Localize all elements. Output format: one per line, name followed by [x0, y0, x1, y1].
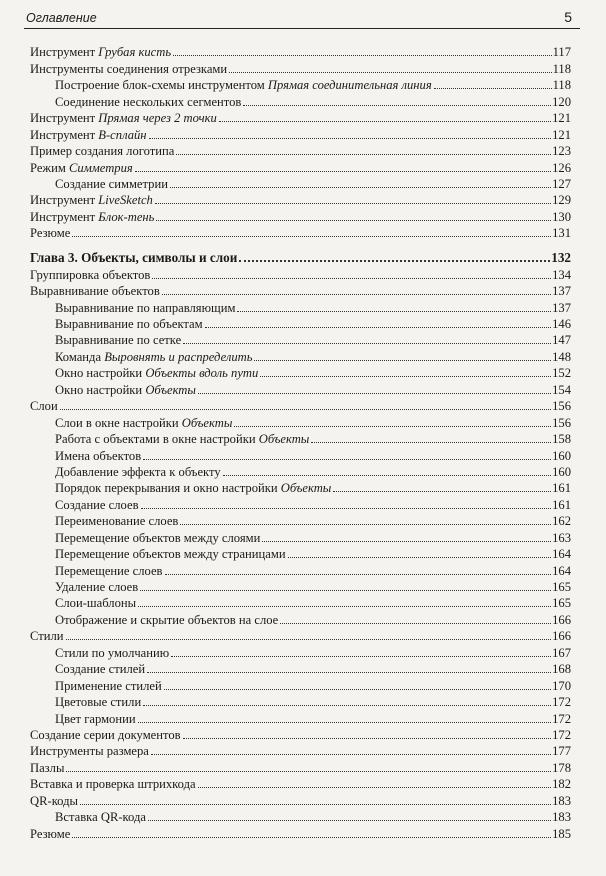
dot-leader — [156, 219, 551, 221]
toc-entry — [30, 545, 571, 561]
toc-entry-title-text: Слои-шаблоны — [55, 596, 137, 611]
dot-leader — [180, 523, 551, 525]
toc-page-number: 164 — [552, 547, 571, 562]
dot-leader — [260, 375, 551, 377]
toc-entry-title-text: Построение блок-схемы инструментом — [55, 78, 268, 93]
dot-leader — [165, 573, 552, 575]
toc-page-number: 158 — [552, 432, 571, 447]
toc-entry-title — [55, 712, 136, 726]
toc-entry-title — [55, 580, 138, 594]
toc-entry-title — [30, 761, 64, 775]
toc-entry-title — [55, 177, 168, 191]
toc-entry — [30, 125, 571, 141]
toc-entry — [30, 142, 571, 158]
toc-page-number: 121 — [552, 111, 571, 126]
toc-entry-title — [55, 78, 432, 92]
toc-entry-title — [55, 465, 221, 479]
dot-leader — [176, 153, 551, 155]
running-header-title: Оглавление — [26, 11, 97, 25]
toc-entry-title-text: Инструмент — [30, 209, 99, 224]
toc-entry-title — [30, 111, 217, 125]
toc-entry — [30, 578, 571, 594]
toc-page-number: 132 — [551, 250, 571, 266]
dot-leader — [60, 408, 551, 410]
toc-entry-title-text: Инструменты соединения отрезками — [30, 61, 228, 76]
toc-entry-title-text: Инструмент — [30, 111, 99, 126]
toc-entry-title-text: Окно настройки — [55, 366, 146, 381]
toc-page-number: 166 — [552, 629, 571, 644]
toc-entry-title — [30, 399, 58, 413]
dot-leader — [143, 704, 551, 706]
dot-leader — [229, 71, 551, 73]
toc-entry-title — [55, 596, 136, 610]
toc-entry-title-text: Вставка и проверка штрихкода — [30, 777, 196, 792]
toc-entry-title-text: Отображение и скрытие объектов на слое — [55, 612, 279, 627]
toc-entry — [30, 175, 571, 191]
toc-entry-title-text: Окно настройки — [55, 382, 146, 397]
toc-entry-title-italic: LiveSketch — [98, 193, 153, 208]
toc-entry-title-text: Выравнивание по объектам — [55, 317, 203, 331]
toc-entry-title-italic: Объекты — [280, 481, 332, 496]
toc-entry-title-italic: Симметрия — [69, 160, 133, 175]
dot-leader — [80, 803, 551, 805]
toc-entry — [30, 331, 571, 347]
toc-entry-title-text: Цветовые стили — [55, 695, 142, 710]
toc-page-number: 160 — [552, 448, 571, 463]
dot-leader — [198, 392, 551, 394]
dot-leader — [237, 310, 551, 312]
toc-entry-title-text: Резюме — [30, 826, 71, 841]
dot-leader — [280, 622, 551, 624]
dot-leader — [183, 737, 552, 739]
toc-page-number: 165 — [552, 580, 571, 594]
toc-page-number: 178 — [552, 760, 571, 775]
toc-entry-title — [55, 514, 178, 528]
toc-page-number: 154 — [552, 382, 571, 397]
toc-entry-title-text: Глава 3. Объекты, символы и слои — [30, 250, 238, 266]
dot-leader — [147, 671, 551, 673]
toc-entry — [30, 207, 571, 223]
dot-leader — [164, 688, 551, 690]
toc-entry-title-text: Создание слоев — [55, 497, 139, 512]
dot-leader — [170, 186, 551, 188]
toc-entry-title-text: Резюме — [30, 226, 71, 241]
toc-entry-title — [30, 629, 64, 643]
toc-entry — [30, 43, 571, 59]
toc-entry-title-text: Инструмент — [30, 193, 99, 208]
toc-entry — [30, 446, 571, 462]
toc-page-number: 120 — [552, 94, 571, 109]
dot-leader — [66, 770, 551, 772]
toc-page-number: 147 — [552, 333, 571, 348]
toc-entry-title-text: Порядок перекрывания и окно настройки — [55, 481, 281, 496]
toc-entry — [30, 92, 571, 108]
toc-entry-title — [55, 317, 203, 331]
toc-entry — [30, 594, 571, 610]
toc-entry-title — [55, 481, 331, 495]
toc-page-number: 131 — [552, 226, 571, 241]
toc-entry-title-text: Перемещение слоев — [55, 563, 163, 578]
toc-entry — [30, 709, 571, 725]
toc-entry-title-text: Имена объектов — [55, 448, 142, 463]
toc-entry-title-italic: Выровнять и распределить — [104, 349, 253, 364]
toc-entry-title — [30, 728, 181, 742]
toc-page-number: 123 — [552, 144, 571, 159]
toc-entry — [30, 479, 571, 495]
toc-page-number: 130 — [552, 209, 571, 224]
toc-entry — [30, 59, 571, 75]
toc-entry — [30, 380, 571, 396]
toc-entry — [30, 430, 571, 446]
toc-entry-title — [30, 62, 227, 76]
toc-entry-title-text: Переименование слоев — [55, 514, 179, 529]
toc-entry-title-text: Команда — [55, 349, 105, 364]
toc-entry — [30, 397, 571, 413]
toc-entry-title — [30, 251, 237, 265]
toc-page-number: 166 — [552, 612, 571, 627]
toc-entry — [30, 791, 571, 807]
dot-leader — [152, 277, 551, 279]
toc-entry — [30, 726, 571, 742]
toc-entry-title-text: Перемещение объектов между слоями — [55, 530, 261, 545]
toc-page-number: 160 — [552, 464, 571, 479]
toc-entry-title-text: Инструменты размера — [30, 744, 149, 759]
toc-entry-title — [55, 564, 163, 578]
toc-page-number: 167 — [552, 645, 571, 660]
toc-entry — [30, 282, 571, 298]
toc-page-number: 163 — [552, 530, 571, 545]
dot-leader — [138, 721, 552, 723]
toc-entry — [30, 224, 571, 240]
toc-entry-title — [30, 268, 150, 282]
toc-entry-title — [55, 646, 169, 660]
dot-leader — [135, 170, 551, 172]
dot-leader — [173, 54, 551, 56]
toc-page-number: 148 — [552, 349, 571, 364]
dot-leader — [171, 655, 551, 657]
toc-page-number: 182 — [552, 777, 571, 792]
toc-page-number: 165 — [552, 596, 571, 611]
toc-entry-title — [30, 128, 147, 142]
toc-entry-title-text: Цвет гармонии — [55, 711, 136, 726]
toc-entry-title-text: Слои в окне настройки — [55, 415, 182, 430]
running-header — [24, 8, 580, 29]
toc-page-number: 134 — [552, 267, 571, 282]
toc-page-number: 137 — [552, 284, 571, 299]
toc-entry-title-text: QR-коды — [30, 793, 78, 808]
toc-entry — [30, 610, 571, 626]
toc-page-number: 118 — [552, 61, 571, 76]
toc-page-number: 161 — [552, 497, 571, 512]
toc-entry — [30, 364, 571, 380]
toc-entry-title-italic: Грубая кисть — [98, 45, 172, 60]
dot-leader — [254, 359, 551, 361]
toc-entry-title — [55, 695, 141, 709]
toc-entry — [30, 808, 571, 824]
toc-entry-title-text: Удаление слоев — [55, 580, 139, 594]
toc-page-number: 121 — [552, 127, 571, 142]
toc-entry-title-italic: Прямая через 2 точки — [98, 111, 217, 126]
toc-entry — [30, 463, 571, 479]
toc-entry-title — [30, 284, 160, 298]
toc-page-number: 117 — [552, 45, 571, 60]
dot-leader — [72, 836, 551, 838]
toc-page-number: 127 — [552, 176, 571, 191]
toc-entry-title — [55, 383, 196, 397]
toc-entry — [30, 561, 571, 577]
toc-entry — [30, 191, 571, 207]
dot-leader — [143, 458, 551, 460]
toc-entry-title-text: Соединение нескольких сегментов — [55, 94, 242, 109]
dot-leader — [262, 540, 551, 542]
dot-leader — [234, 425, 551, 427]
toc-entry-title — [30, 144, 174, 158]
toc-entry — [30, 693, 571, 709]
toc-entry-title — [55, 333, 181, 347]
toc-entry — [30, 758, 571, 774]
toc-entry-title — [55, 679, 162, 693]
toc-entry-title-text: Группировка объектов — [30, 267, 151, 282]
dot-leader — [151, 753, 551, 755]
dot-leader — [140, 589, 551, 591]
toc-entry-title — [30, 45, 171, 59]
dot-leader — [183, 342, 551, 344]
toc-entry-title — [30, 827, 70, 841]
toc-page-number: 183 — [552, 793, 571, 808]
dot-leader — [66, 638, 552, 640]
toc-entry — [30, 775, 571, 791]
dot-leader — [148, 819, 551, 821]
toc-entry-title-text: Применение стилей — [55, 678, 162, 693]
toc-entry-title — [55, 95, 241, 109]
toc-entry-title — [30, 226, 70, 240]
toc-page-number: 177 — [552, 744, 571, 759]
toc-entry — [30, 742, 571, 758]
toc-entry-title-text: Инструмент — [30, 45, 99, 60]
toc-entry-title — [55, 662, 145, 676]
toc-entry-title — [55, 432, 309, 446]
toc-page-number: 146 — [552, 317, 571, 331]
toc-page-number: 156 — [552, 399, 571, 414]
toc-entry — [30, 298, 571, 314]
toc-entry-title — [55, 449, 141, 463]
toc-page-number: 172 — [552, 727, 571, 742]
toc-entry-title — [55, 810, 146, 824]
toc-entry — [30, 627, 571, 643]
toc-entry — [30, 315, 571, 331]
toc-page-number: 161 — [552, 481, 571, 496]
toc-entry-title — [55, 366, 258, 380]
toc-entry-title-text: Добавление эффекта к объекту — [55, 464, 221, 479]
toc-entry — [30, 660, 571, 676]
toc-page-number: 118 — [552, 78, 571, 93]
toc-entry-title — [55, 531, 260, 545]
toc-entry-title-italic: B-сплайн — [98, 127, 147, 142]
toc-entry-title — [30, 794, 78, 808]
toc-entry — [30, 109, 571, 125]
toc-entry-title — [30, 210, 154, 224]
toc-entry — [30, 76, 571, 92]
toc-entry — [30, 413, 571, 429]
toc-page-number: 126 — [552, 160, 571, 175]
toc-entry — [30, 495, 571, 511]
toc-entry-title-text: Работа с объектами в окне настройки — [55, 432, 259, 447]
toc-entry-title-text: Стили — [30, 629, 64, 644]
dot-leader — [149, 137, 552, 139]
toc-page-number: 129 — [552, 193, 571, 208]
toc-entry — [30, 528, 571, 544]
dot-leader — [141, 507, 552, 509]
toc-entry-title — [55, 498, 139, 512]
toc-entry — [30, 676, 571, 692]
dot-leader — [198, 786, 552, 788]
toc-entry-title-text: Инструмент — [30, 127, 99, 142]
toc-page-number: 172 — [552, 695, 571, 710]
toc-page-number: 156 — [552, 415, 571, 430]
toc-page-number: 170 — [552, 678, 571, 693]
toc-entry-title-text: Выравнивание объектов — [30, 284, 160, 299]
toc-page-number: 185 — [552, 826, 571, 841]
toc-page-number: 162 — [552, 514, 571, 529]
toc-entry-title — [55, 301, 235, 315]
toc-entry-title-text: Выравнивание по сетке — [55, 333, 182, 348]
toc-entry-title-text: Выравнивание по направляющим — [55, 300, 236, 315]
toc-page-number: 183 — [552, 810, 571, 825]
dot-leader — [288, 556, 552, 558]
toc-page-number: 164 — [552, 563, 571, 578]
toc-page-number: 137 — [552, 300, 571, 315]
dot-leader — [72, 235, 551, 237]
toc-entry-title — [30, 161, 133, 175]
toc-entry-title-text: Стили по умолчанию — [55, 645, 170, 660]
toc-entry-title-text: Пример создания логотипа — [30, 144, 175, 159]
toc-entry — [30, 265, 571, 281]
toc-entry-title — [55, 613, 278, 627]
toc-entry-title-italic: Объекты вдоль пути — [145, 366, 259, 381]
toc-entry-title-italic: Объекты — [258, 432, 310, 447]
toc-entry-title — [55, 350, 252, 364]
dot-leader — [205, 326, 552, 328]
page-number: 5 — [564, 9, 572, 25]
toc-entry-title-text: Создание стилей — [55, 662, 146, 677]
toc-entry-title-text: Пазлы — [30, 760, 65, 775]
toc-entry — [30, 643, 571, 659]
toc-entry-title-text: Создание симметрии — [55, 176, 168, 191]
toc-entry-title-italic: Объекты — [145, 382, 196, 397]
toc-entry-title — [55, 547, 286, 561]
toc-entry-title-italic: Блок-тень — [98, 209, 155, 224]
dot-leader — [155, 202, 551, 204]
dot-leader — [138, 605, 551, 607]
toc-entry-title-text: Слои — [30, 399, 58, 414]
dot-leader — [162, 293, 551, 295]
toc-entry-title-text: Вставка QR-кода — [55, 810, 146, 825]
toc-entry-title-text: Перемещение объектов между страницами — [55, 547, 286, 562]
toc-page-number: 152 — [552, 366, 571, 381]
toc-entry-title-italic: Объекты — [181, 415, 233, 430]
dot-leader — [223, 474, 551, 476]
toc-entry-title — [30, 777, 196, 791]
toc-entry — [30, 158, 571, 174]
table-of-contents — [30, 43, 571, 841]
dot-leader — [239, 259, 550, 262]
toc-entry-title-italic: Прямая соединительная линия — [267, 78, 432, 93]
toc-entry-title — [55, 416, 232, 430]
toc-entry-title-text: Режим — [30, 160, 69, 175]
toc-chapter-entry — [30, 242, 571, 265]
dot-leader — [243, 104, 551, 106]
toc-entry — [30, 347, 571, 363]
dot-leader — [311, 441, 551, 443]
toc-entry — [30, 512, 571, 528]
toc-entry-title — [30, 744, 149, 758]
toc-entry-title-text: Создание серии документов — [30, 727, 181, 742]
toc-entry-title — [30, 193, 153, 207]
toc-page-number: 168 — [552, 662, 571, 677]
dot-leader — [219, 120, 551, 122]
toc-entry — [30, 824, 571, 840]
dot-leader — [434, 87, 552, 89]
toc-page-number: 172 — [552, 711, 571, 726]
dot-leader — [333, 490, 551, 492]
